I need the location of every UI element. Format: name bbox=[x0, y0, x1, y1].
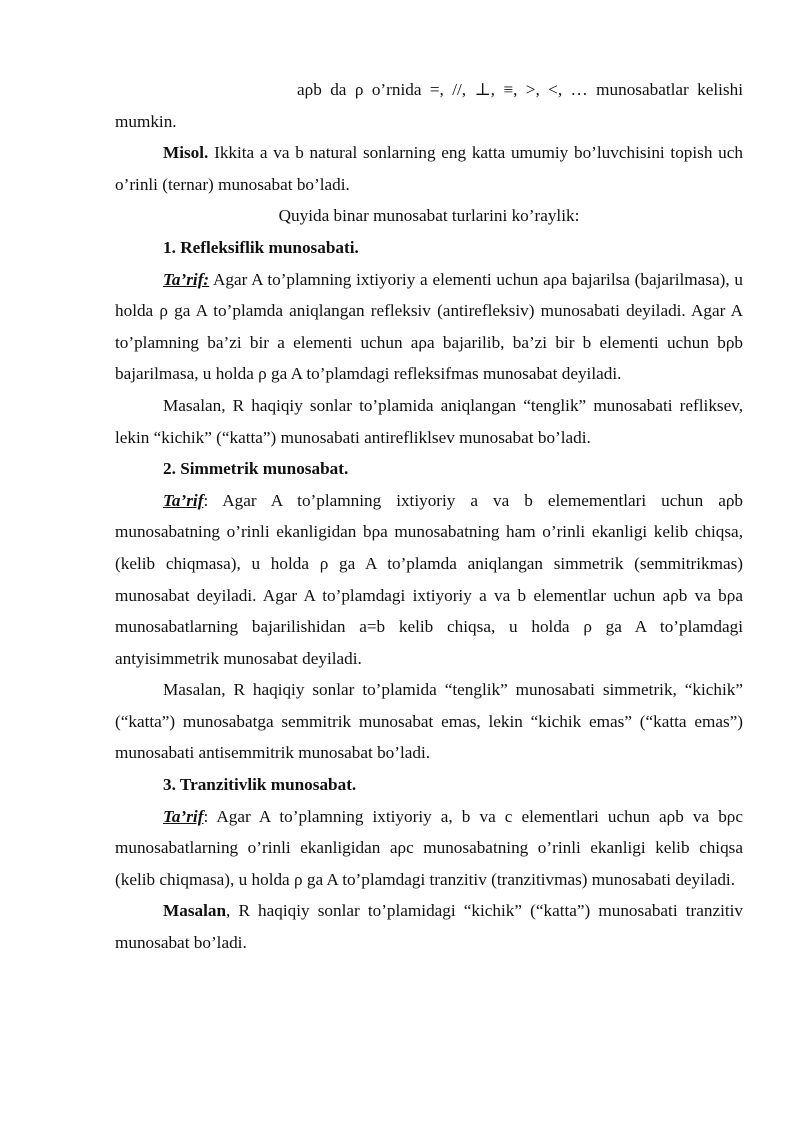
section-3-masalan-text: , R haqiqiy sonlar to’plamidagi “kichik” (“katta”) munosabati tranzitiv munosabat bo’ladi. bbox=[115, 901, 743, 953]
section-3-tarif-text: : Agar A to’plamning ixtiyoriy a, b va c elementlari uchun aρb va bρc munosabatlarning o’rinli ekanligidan aρc munosabatning o’rinli ekanligi kelib chiqsa (kelib chiqmasa), u holda ρ ga A to’plamdagi tranzitiv (tranzitivmas) munosabati deyiladi. bbox=[115, 806, 743, 889]
section-3-heading: 3. Tranzitivlik munosabat. bbox=[163, 775, 357, 795]
section-1-definition bbox=[115, 264, 743, 390]
section-3-masalan-label: Masalan bbox=[163, 901, 227, 921]
intro-paragraph: aρb da ρ o’rnida =, //, ⊥, ≡, >, <, … munosabatlar kelishi mumkin. bbox=[115, 80, 743, 131]
section-1-tarif-label: Ta’rif: bbox=[163, 269, 210, 289]
misol-paragraph bbox=[115, 137, 743, 200]
document-page bbox=[115, 74, 743, 959]
binar-intro-line: Quyida binar munosabat turlarini ko’raylik: bbox=[278, 206, 580, 226]
misol-text: Ikkita a va b natural sonlarning eng katta umumiy bo’luvchisini topish uch o’rinli (ternar) munosabat bo’ladi. bbox=[115, 143, 743, 194]
section-2-example: Masalan, R haqiqiy sonlar to’plamida “tenglik” munosabati simmetrik, “kichik” (“katta”) munosabatga semmitrik munosabat emas, lekin “kichik emas” (“katta emas”) munosabati antisemmitrik munosabat bo’ladi. bbox=[115, 680, 743, 763]
section-1-example: Masalan, R haqiqiy sonlar to’plamida aniqlangan “tenglik” munosabati refliksev, lekin “kichik” (“katta”) munosabati antirefliklsev munosabat bo’ladi. bbox=[115, 395, 743, 447]
section-2-heading: 2. Simmetrik munosabat. bbox=[163, 459, 349, 479]
section-1-heading: 1. Refleksiflik munosabati. bbox=[163, 237, 359, 257]
section-3-definition bbox=[115, 801, 743, 896]
section-3-tarif-label: Ta’rif bbox=[163, 806, 204, 826]
section-3-example bbox=[115, 895, 743, 958]
section-2-tarif-text: : Agar A to’plamning ixtiyoriy a va b elemementlari uchun aρb munosabatning o’rinli ekanligidan bρa munosabatning ham o’rinli ekanligi kelib chiqsa,(kelib chiqmasa), u holda ρ ga A to’plamda aniqlangan simmetrik (semmitrikmas) munosabat deyiladi. Agar A to’plamdagi ixtiyoriy a va b elementlar uchun aρb va bρa munosabatlarning bajarilishidan a=b kelib chiqsa, u holda ρ ga A to’plamdagi antyisimmetrik munosabat deyiladi. bbox=[115, 490, 743, 668]
section-1-tarif-text: Agar A to’plamning ixtiyoriy a elementi uchun aρa bajarilsa (bajarilmasa), u holda ρ ga A to’plamda aniqlangan refleksiv (antirefleksiv) munosabati deyiladi. Agar A to’plamning ba’zi bir a elementi uchun aρa bajarilib, ba’zi bir b elementi uchun bρb bajarilmasa, u holda ρ ga A to’plamdagi refleksifmas munosabat deyiladi. bbox=[115, 269, 743, 384]
section-2-definition bbox=[115, 485, 743, 675]
section-2-tarif-label: Ta’rif bbox=[163, 490, 204, 510]
misol-label: Misol. bbox=[163, 143, 209, 163]
